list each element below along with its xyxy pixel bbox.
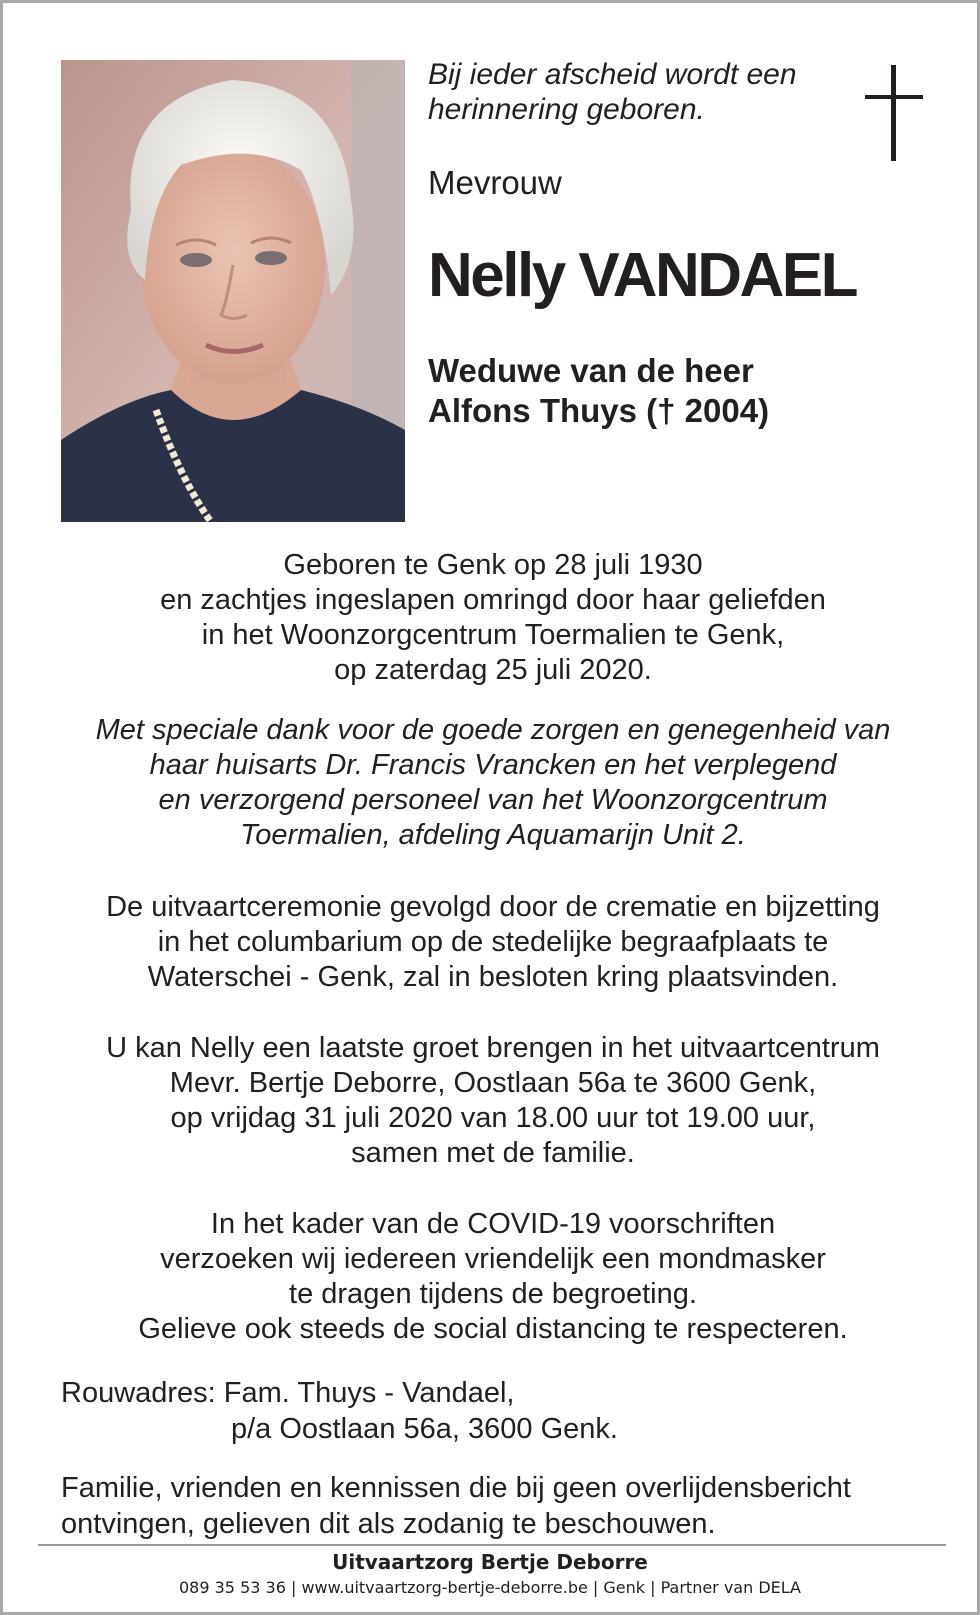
paragraph-line: In het kader van de COVID-19 voorschriften [210,1208,776,1240]
paragraph-line: verzoeken wij iedereen vriendelijk een mondmasker [160,1243,826,1275]
paragraph-line: in het columbarium op de stedelijke begraafplaats te [157,926,829,958]
quote-line: Bij ieder afscheid wordt een [428,58,797,91]
paragraph-line: Waterschei - Genk, zal in besloten kring plaatsvinden. [147,961,839,993]
paragraph-line: in het Woonzorgcentrum Toermalien te Genk, [201,619,785,651]
portrait-image-icon [61,60,405,522]
paragraph-line: ontvingen, gelieven dit als zodanig te beschouwen. [61,1508,716,1540]
widow-line: Alfons Thuys († 2004) [428,392,770,429]
address-line: Rouwadres: Fam. Thuys - Vandael, [61,1377,515,1409]
quote-line: herinnering geboren. [428,93,705,126]
birth-death-paragraph [48,548,938,688]
mourning-address [61,1375,618,1447]
paragraph-line: Geboren te Genk op 28 juli 1930 [283,549,703,581]
paragraph-line: haar huisarts Dr. Francis Vrancken en het verplegend [149,749,837,781]
paragraph-line: samen met de familie. [351,1137,635,1169]
portrait-photo [61,60,405,522]
funeral-company-contact: 089 35 53 36 | www.uitvaartzorg-bertje-deborre.be | Genk | Partner van DELA [179,1578,801,1597]
covid-paragraph [48,1207,938,1347]
address-line: p/a Oostlaan 56a, 3600 Genk. [231,1413,618,1445]
paragraph-line: De uitvaartceremonie gevolgd door de crematie en bijzetting [106,891,880,923]
deceased-name: Nelly VANDAEL [428,241,856,310]
paragraph-line: Gelieve ook steeds de social distancing te respecteren. [138,1313,848,1345]
paragraph-line: en verzorgend personeel van het Woonzorgcentrum [158,784,828,816]
paragraph-line: op zaterdag 25 juli 2020. [334,654,652,686]
latin-cross-icon [865,65,923,161]
thanks-paragraph [48,713,938,853]
paragraph-line: Met speciale dank voor de goede zorgen en genegenheid van [95,714,891,746]
closing-paragraph [61,1470,851,1542]
footer-divider [38,1544,946,1546]
funeral-company-name: Uitvaartzorg Bertje Deborre [332,1550,648,1574]
paragraph-line: op vrijdag 31 juli 2020 van 18.00 uur tot 19.00 uur, [170,1102,816,1134]
salutation: Mevrouw [428,164,562,201]
widow-line: Weduwe van de heer [428,352,754,389]
opening-quote [428,57,797,127]
paragraph-line: Mevr. Bertje Deborre, Oostlaan 56a te 3600 Genk, [169,1067,817,1099]
widow-statement [428,351,769,431]
paragraph-line: te dragen tijdens de begroeting. [289,1278,697,1310]
paragraph-line: en zachtjes ingeslapen omringd door haar geliefden [160,584,826,616]
visitation-paragraph [48,1031,938,1171]
paragraph-line: Toermalien, afdeling Aquamarijn Unit 2. [240,819,746,851]
ceremony-paragraph [48,890,938,995]
paragraph-line: Familie, vrienden en kennissen die bij geen overlijdensbericht [61,1472,851,1504]
paragraph-line: U kan Nelly een laatste groet brengen in het uitvaartcentrum [106,1032,880,1064]
